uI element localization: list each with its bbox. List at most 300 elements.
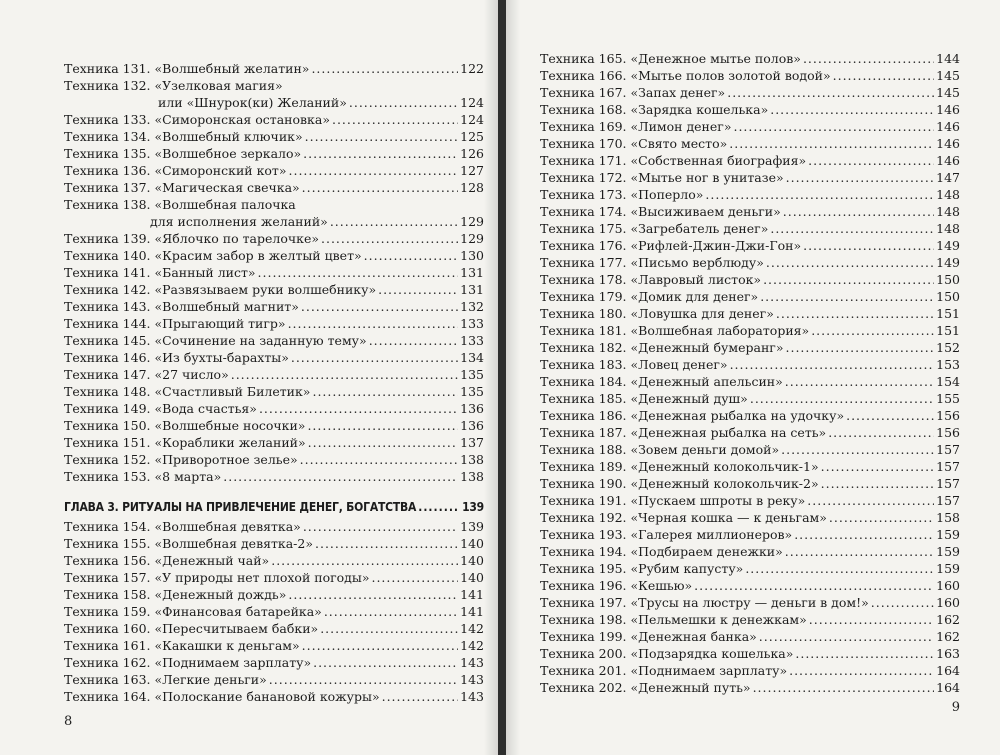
toc-entry-page: 146 <box>936 136 960 151</box>
toc-entry <box>540 679 960 696</box>
toc-entry <box>64 400 484 417</box>
toc-entry-page: 132 <box>460 299 484 314</box>
toc-entry-label: Техника 198. «Пельмешки к денежкам» <box>540 612 807 627</box>
toc-entry-label: для исполнения желаний» <box>150 214 328 229</box>
toc-entry-page: 164 <box>936 663 960 678</box>
left-toc <box>64 60 484 705</box>
toc-entry-label: Техника 191. «Пускаем шпроты в реку» <box>540 493 806 508</box>
toc-entry-page: 146 <box>936 119 960 134</box>
toc-entry <box>540 543 960 560</box>
toc-entry-label: Техника 143. «Волшебный магнит» <box>64 299 299 314</box>
toc-entry-page: 160 <box>936 578 960 593</box>
toc-leader-dots <box>733 118 934 135</box>
toc-leader-dots <box>305 128 459 145</box>
toc-leader-dots <box>829 509 934 526</box>
toc-leader-dots <box>807 492 934 509</box>
toc-entry-page: 140 <box>460 553 484 568</box>
toc-leader-dots <box>303 145 458 162</box>
toc-entry-page: 142 <box>460 638 484 653</box>
toc-entry-label: Техника 158. «Денежный дождь» <box>64 587 287 602</box>
toc-leader-dots <box>259 400 458 417</box>
toc-entry-label: Техника 169. «Лимон денег» <box>540 119 732 134</box>
toc-entry <box>64 145 484 162</box>
toc-entry <box>64 434 484 451</box>
right-toc <box>540 50 960 696</box>
toc-entry <box>64 349 484 366</box>
toc-leader-dots <box>727 84 934 101</box>
chapter-page: 139 <box>462 500 484 514</box>
toc-entry-page: 141 <box>460 587 484 602</box>
toc-leader-dots <box>289 162 459 179</box>
toc-entry <box>64 535 484 552</box>
toc-leader-dots <box>786 339 935 356</box>
toc-group-right <box>540 50 960 696</box>
toc-entry-label: Техника 183. «Ловец денег» <box>540 357 728 372</box>
toc-entry-label: Техника 131. «Волшебный желатин» <box>64 61 310 76</box>
toc-leader-dots <box>302 179 458 196</box>
toc-entry-page: 163 <box>936 646 960 661</box>
toc-entry-label: Техника 173. «Поперло» <box>540 187 704 202</box>
toc-entry-label: Техника 161. «Какашки к деньгам» <box>64 638 300 653</box>
toc-entry-label: Техника 139. «Яблочко по тарелочке» <box>64 231 319 246</box>
toc-entry-page: 137 <box>460 435 484 450</box>
toc-leader-dots <box>729 135 934 152</box>
toc-leader-dots <box>369 332 458 349</box>
toc-entry-page: 126 <box>460 146 484 161</box>
toc-entry <box>540 662 960 679</box>
toc-entry <box>540 220 960 237</box>
toc-entry <box>64 111 484 128</box>
toc-entry-page: 148 <box>936 221 960 236</box>
toc-entry-label: Техника 136. «Симоронский кот» <box>64 163 287 178</box>
toc-entry-label: Техника 140. «Красим забор в желтый цвет» <box>64 248 362 263</box>
toc-entry <box>540 67 960 84</box>
toc-leader-dots <box>833 67 935 84</box>
toc-entry-page: 151 <box>936 306 960 321</box>
toc-entry <box>540 237 960 254</box>
toc-entry-page: 138 <box>460 452 484 467</box>
toc-entry <box>64 654 484 671</box>
toc-entry <box>540 441 960 458</box>
toc-entry-label: Техника 165. «Денежное мытье полов» <box>540 51 801 66</box>
toc-entry-page: 145 <box>936 68 960 83</box>
toc-entry-label: Техника 192. «Черная кошка — к деньгам» <box>540 510 827 525</box>
toc-leader-dots <box>871 594 934 611</box>
toc-entry-label: Техника 151. «Кораблики желаний» <box>64 435 306 450</box>
toc-entry-page: 159 <box>936 527 960 542</box>
toc-entry <box>64 451 484 468</box>
toc-entry <box>540 271 960 288</box>
toc-entry-page: 151 <box>936 323 960 338</box>
toc-entry-label: Техника 146. «Из бухты-барахты» <box>64 350 289 365</box>
toc-entry-page: 124 <box>460 112 484 127</box>
toc-entry-page: 146 <box>936 102 960 117</box>
toc-entry <box>540 373 960 390</box>
toc-entry-page: 157 <box>936 493 960 508</box>
toc-entry-label: Техника 134. «Волшебный ключик» <box>64 129 303 144</box>
toc-entry-label: Техника 187. «Денежная рыбалка на сеть» <box>540 425 827 440</box>
toc-entry-label: Техника 166. «Мытье полов золотой водой» <box>540 68 831 83</box>
toc-entry <box>540 186 960 203</box>
toc-entry-label: Техника 178. «Лавровый листок» <box>540 272 762 287</box>
toc-entry-page: 154 <box>936 374 960 389</box>
toc-leader-dots <box>303 518 458 535</box>
toc-entry <box>64 366 484 383</box>
toc-leader-dots <box>803 237 934 254</box>
toc-entry <box>540 577 960 594</box>
toc-entry-page: 124 <box>460 95 484 110</box>
toc-entry <box>64 315 484 332</box>
toc-entry-page: 143 <box>460 655 484 670</box>
chapter-heading <box>64 499 484 516</box>
toc-entry-label: Техника 142. «Развязываем руки волшебнику» <box>64 282 377 297</box>
toc-leader-dots <box>776 305 934 322</box>
toc-entry <box>540 101 960 118</box>
toc-entry-label: Техника 176. «Рифлей-Джин-Джи-Гон» <box>540 238 802 253</box>
toc-entry <box>540 84 960 101</box>
toc-entry <box>540 611 960 628</box>
toc-entry-page: 134 <box>460 350 484 365</box>
toc-entry-page: 162 <box>936 612 960 627</box>
toc-entry-page: 159 <box>936 544 960 559</box>
toc-entry-page: 148 <box>936 204 960 219</box>
toc-entry-label: Техника 144. «Прыгающий тигр» <box>64 316 286 331</box>
toc-leader-dots <box>258 264 459 281</box>
toc-leader-dots <box>313 654 458 671</box>
toc-group-c <box>64 230 484 485</box>
page-number: 9 <box>951 700 960 715</box>
toc-entry-page: 156 <box>936 425 960 440</box>
toc-entry-label: Техника 180. «Ловушка для денег» <box>540 306 774 321</box>
toc-entry <box>64 332 484 349</box>
toc-entry <box>540 526 960 543</box>
toc-entry-page: 135 <box>460 367 484 382</box>
toc-leader-dots <box>332 111 458 128</box>
toc-leader-dots <box>730 356 935 373</box>
toc-leader-dots <box>291 349 458 366</box>
toc-entry-label: Техника 182. «Денежный бумеранг» <box>540 340 784 355</box>
toc-group-b <box>64 111 484 196</box>
toc-entry-label: Техника 145. «Сочинение на заданную тему» <box>64 333 367 348</box>
toc-entry-page: 125 <box>460 129 484 144</box>
toc-entry-label: Техника 184. «Денежный апельсин» <box>540 374 783 389</box>
toc-leader-dots <box>785 373 934 390</box>
toc-leader-dots <box>770 101 934 118</box>
toc-entry-label: Техника 171. «Собственная биография» <box>540 153 807 168</box>
toc-entry-label: Техника 188. «Зовем деньги домой» <box>540 442 780 457</box>
toc-leader-dots <box>307 417 458 434</box>
toc-entry <box>64 569 484 586</box>
toc-entry-label: Техника 164. «Полоскание банановой кожуры» <box>64 689 380 704</box>
toc-entry-page: 162 <box>936 629 960 644</box>
toc-entry-label: Техника 147. «27 число» <box>64 367 229 382</box>
toc-entry <box>540 356 960 373</box>
toc-leader-dots <box>302 637 458 654</box>
toc-entry-page: 131 <box>460 265 484 280</box>
toc-entry-label: Техника 153. «8 марта» <box>64 469 222 484</box>
toc-leader-dots <box>811 322 934 339</box>
toc-leader-dots <box>803 50 934 67</box>
toc-leader-dots <box>794 526 934 543</box>
toc-entry-label: Техника 156. «Денежный чай» <box>64 553 270 568</box>
toc-leader-dots <box>308 434 459 451</box>
toc-entry-page: 136 <box>460 418 484 433</box>
toc-leader-dots <box>271 552 458 569</box>
toc-entry <box>540 169 960 186</box>
toc-entry-page: 156 <box>936 408 960 423</box>
toc-entry <box>540 50 960 67</box>
toc-entry-132-line2 <box>64 94 484 111</box>
toc-leader-dots <box>311 60 458 77</box>
toc-entry <box>64 417 484 434</box>
toc-entry-page: 130 <box>460 248 484 263</box>
toc-entry-page: 157 <box>936 459 960 474</box>
toc-entry-page: 147 <box>936 170 960 185</box>
toc-entry-page: 135 <box>460 384 484 399</box>
toc-entry-label: Техника 194. «Подбираем денежки» <box>540 544 783 559</box>
toc-leader-dots <box>783 203 934 220</box>
toc-leader-dots <box>795 645 934 662</box>
toc-entry-label: Техника 138. «Волшебная палочка <box>64 197 296 212</box>
toc-leader-dots <box>821 475 935 492</box>
toc-entry <box>540 152 960 169</box>
toc-entry-label: Техника 154. «Волшебная девятка» <box>64 519 301 534</box>
toc-entry-label: Техника 168. «Зарядка кошелька» <box>540 102 769 117</box>
toc-group-a <box>64 60 484 77</box>
toc-entry <box>64 671 484 688</box>
toc-entry-page: 150 <box>936 272 960 287</box>
toc-entry <box>540 339 960 356</box>
toc-entry-page: 157 <box>936 442 960 457</box>
toc-entry-label: Техника 175. «Загребатель денег» <box>540 221 769 236</box>
toc-leader-dots <box>766 254 934 271</box>
toc-entry-page: 122 <box>460 61 484 76</box>
toc-leader-dots <box>288 586 458 603</box>
toc-entry-label: или «Шнурок(ки) Желаний» <box>158 95 347 110</box>
toc-leader-dots <box>770 220 934 237</box>
toc-entry-page: 140 <box>460 536 484 551</box>
toc-entry-page: 127 <box>460 163 484 178</box>
toc-entry-label: Техника 148. «Счастливый Билетик» <box>64 384 311 399</box>
toc-entry <box>64 264 484 281</box>
toc-entry <box>540 628 960 645</box>
toc-entry-label: Техника 201. «Поднимаем зарплату» <box>540 663 788 678</box>
toc-leader-dots <box>846 407 934 424</box>
toc-entry <box>540 203 960 220</box>
toc-entry <box>64 468 484 485</box>
toc-leader-dots <box>288 315 459 332</box>
toc-entry-page: 141 <box>460 604 484 619</box>
toc-entry-label: Техника 190. «Денежный колокольчик-2» <box>540 476 819 491</box>
toc-entry-138-line1 <box>64 196 484 213</box>
toc-entry-page: 129 <box>460 231 484 246</box>
toc-entry-label: Техника 133. «Симоронская остановка» <box>64 112 330 127</box>
toc-entry <box>540 254 960 271</box>
toc-leader-dots <box>223 468 458 485</box>
toc-entry-label: Техника 179. «Домик для денег» <box>540 289 759 304</box>
toc-entry-132-line1 <box>64 77 484 94</box>
toc-entry <box>540 118 960 135</box>
toc-entry-label: Техника 155. «Волшебная девятка-2» <box>64 536 313 551</box>
toc-entry-label: Техника 162. «Поднимаем зарплату» <box>64 655 312 670</box>
toc-entry-page: 136 <box>460 401 484 416</box>
toc-entry <box>64 552 484 569</box>
toc-entry-page: 148 <box>936 187 960 202</box>
chapter-title: ГЛАВА 3. РИТУАЛЫ НА ПРИВЛЕЧЕНИЕ ДЕНЕГ, БОГАТСТВА <box>64 500 417 514</box>
toc-entry-label: Техника 132. «Узелковая магия» <box>64 78 283 93</box>
toc-entry <box>540 390 960 407</box>
toc-leader-dots <box>789 662 934 679</box>
toc-entry-138-line2 <box>64 213 484 230</box>
toc-entry-label: Техника 150. «Волшебные носочки» <box>64 418 306 433</box>
toc-entry-label: Техника 167. «Запах денег» <box>540 85 726 100</box>
toc-entry <box>64 518 484 535</box>
toc-leader-dots <box>745 560 934 577</box>
toc-leader-dots <box>760 288 934 305</box>
toc-entry-label: Техника 159. «Финансовая батарейка» <box>64 604 322 619</box>
toc-entry-page: 157 <box>936 476 960 491</box>
toc-entry-label: Техника 172. «Мытье ног в унитазе» <box>540 170 784 185</box>
toc-entry-page: 143 <box>460 689 484 704</box>
toc-entry <box>64 383 484 400</box>
toc-entry <box>540 645 960 662</box>
toc-entry <box>64 620 484 637</box>
toc-group-d <box>64 518 484 705</box>
toc-leader-dots <box>371 569 458 586</box>
toc-leader-dots <box>781 441 934 458</box>
toc-entry <box>64 128 484 145</box>
toc-entry-page: 140 <box>460 570 484 585</box>
toc-entry-label: Техника 200. «Подзарядка кошелька» <box>540 646 794 661</box>
toc-entry-label: Техника 193. «Галерея миллионеров» <box>540 527 793 542</box>
toc-entry <box>540 305 960 322</box>
right-page <box>506 0 1000 755</box>
toc-leader-dots <box>321 230 458 247</box>
toc-leader-dots <box>705 186 934 203</box>
toc-entry <box>540 509 960 526</box>
toc-entry-page: 158 <box>936 510 960 525</box>
toc-entry <box>64 230 484 247</box>
toc-entry-page: 138 <box>460 469 484 484</box>
toc-entry-label: Техника 181. «Волшебная лаборатория» <box>540 323 810 338</box>
toc-leader-dots <box>320 620 458 637</box>
toc-entry-label: Техника 170. «Свято место» <box>540 136 728 151</box>
toc-entry-page: 143 <box>460 672 484 687</box>
toc-leader-dots <box>378 281 458 298</box>
toc-entry <box>540 424 960 441</box>
toc-entry-page: 164 <box>936 680 960 695</box>
page-number: 8 <box>64 714 73 729</box>
left-page <box>0 0 498 755</box>
toc-leader-dots <box>315 535 458 552</box>
toc-entry-label: Техника 196. «Кешью» <box>540 578 693 593</box>
toc-entry <box>540 594 960 611</box>
toc-entry-label: Техника 137. «Магическая свечка» <box>64 180 300 195</box>
toc-entry-label: Техника 152. «Приворотное зелье» <box>64 452 298 467</box>
toc-leader-dots <box>785 543 934 560</box>
toc-entry-page: 159 <box>936 561 960 576</box>
toc-entry-page: 152 <box>936 340 960 355</box>
toc-entry-label: Техника 149. «Вода счастья» <box>64 401 257 416</box>
toc-entry-label: Техника 174. «Высиживаем деньги» <box>540 204 781 219</box>
toc-leader-dots <box>231 366 458 383</box>
toc-leader-dots <box>786 169 935 186</box>
toc-leader-dots <box>324 603 458 620</box>
toc-leader-dots <box>312 383 458 400</box>
toc-entry-page: 155 <box>936 391 960 406</box>
toc-leader-dots <box>808 152 934 169</box>
toc-entry <box>540 560 960 577</box>
toc-entry-label: Техника 157. «У природы нет плохой погоды» <box>64 570 370 585</box>
toc-entry <box>540 288 960 305</box>
toc-entry-page: 145 <box>936 85 960 100</box>
toc-entry <box>540 407 960 424</box>
toc-entry-page: 129 <box>460 214 484 229</box>
toc-leader-dots <box>750 390 934 407</box>
toc-entry-page: 153 <box>936 357 960 372</box>
toc-entry <box>64 247 484 264</box>
toc-entry <box>64 637 484 654</box>
toc-leader-dots <box>694 577 934 594</box>
toc-entry-label: Техника 197. «Трусы на люстру — деньги в дом!» <box>540 595 869 610</box>
toc-entry-label: Техника 163. «Легкие деньги» <box>64 672 267 687</box>
toc-leader-dots <box>759 628 934 645</box>
toc-entry-label: Техника 135. «Волшебное зеркало» <box>64 146 302 161</box>
toc-entry-page: 131 <box>460 282 484 297</box>
toc-entry-label: Техника 141. «Банный лист» <box>64 265 256 280</box>
toc-leader-dots <box>364 247 458 264</box>
toc-entry-page: 142 <box>460 621 484 636</box>
toc-entry-label: Техника 185. «Денежный душ» <box>540 391 748 406</box>
toc-entry-label: Техника 189. «Денежный колокольчик-1» <box>540 459 819 474</box>
toc-entry <box>64 179 484 196</box>
toc-entry <box>540 135 960 152</box>
toc-entry <box>540 458 960 475</box>
toc-entry-label: Техника 195. «Рубим капусту» <box>540 561 744 576</box>
toc-entry <box>64 162 484 179</box>
toc-entry-label: Техника 160. «Пересчитываем бабки» <box>64 621 319 636</box>
toc-entry <box>64 603 484 620</box>
toc-entry-page: 139 <box>460 519 484 534</box>
toc-leader-dots <box>828 424 934 441</box>
toc-entry-page: 133 <box>460 316 484 331</box>
toc-entry-page: 149 <box>936 255 960 270</box>
toc-entry-page: 133 <box>460 333 484 348</box>
toc-entry <box>540 492 960 509</box>
toc-entry <box>540 475 960 492</box>
toc-entry-page: 128 <box>460 180 484 195</box>
toc-entry-page: 150 <box>936 289 960 304</box>
toc-entry-page: 160 <box>936 595 960 610</box>
toc-leader-dots <box>763 271 934 288</box>
toc-entry-label: Техника 199. «Денежная банка» <box>540 629 757 644</box>
toc-entry <box>540 322 960 339</box>
toc-entry-page: 144 <box>936 51 960 66</box>
toc-leader-dots <box>269 671 458 688</box>
toc-entry <box>64 298 484 315</box>
toc-leader-dots <box>753 679 935 696</box>
toc-entry <box>64 281 484 298</box>
toc-entry-page: 149 <box>936 238 960 253</box>
toc-entry-label: Техника 186. «Денежная рыбалка на удочку» <box>540 408 845 423</box>
toc-entry <box>64 60 484 77</box>
toc-entry-label: Техника 202. «Денежный путь» <box>540 680 751 695</box>
toc-entry <box>64 586 484 603</box>
toc-leader-dots <box>382 688 459 705</box>
toc-entry <box>64 688 484 705</box>
toc-leader-dots <box>300 451 459 468</box>
toc-leader-dots <box>809 611 934 628</box>
